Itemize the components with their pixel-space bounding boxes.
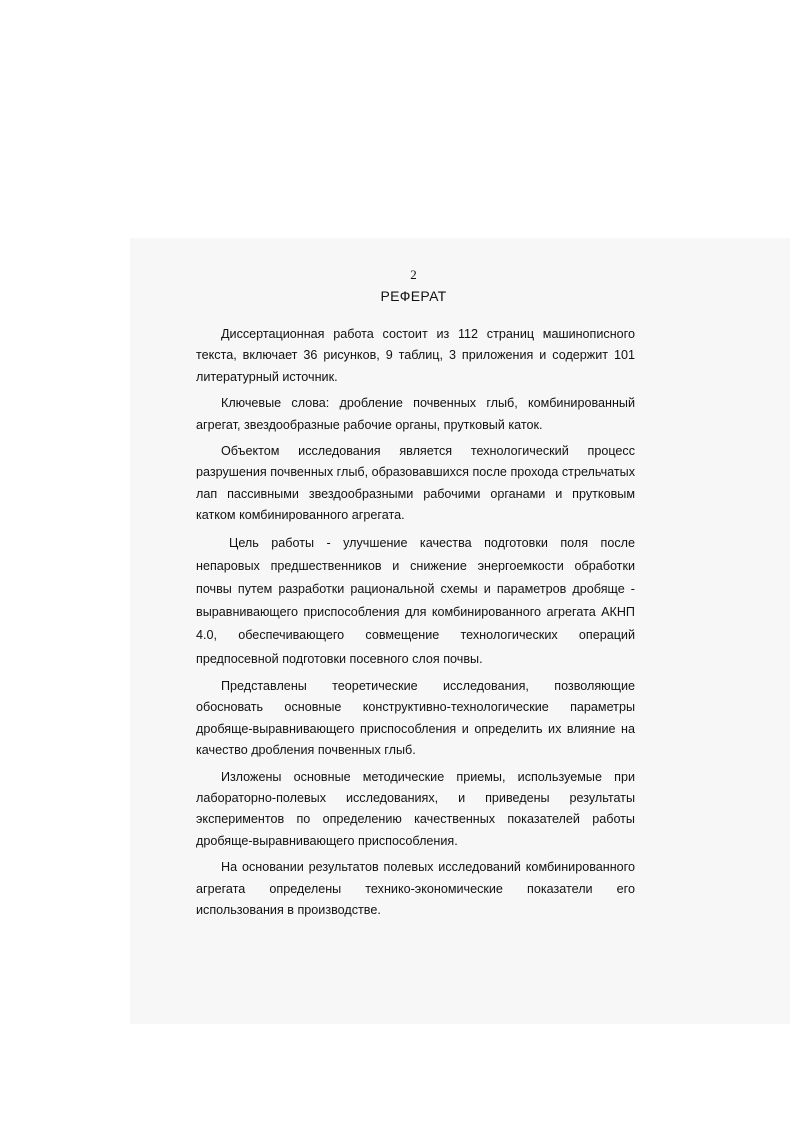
paragraph-research-object: Объектом исследования является технологический процесс разрушения почвенных глыб, образовавшихся после прохода стрельчатых лап пассивными звездообразными рабочими органами и прутковым катком комбинированного агрегата. bbox=[196, 444, 635, 523]
abstract-body bbox=[196, 324, 635, 926]
paragraph-theoretical-studies: Представлены теоретические исследования, позволяющие обосновать основные конструктивно-технологические параметры дробяще-выравнивающего приспособления и определить их влияние на качество дробления почвенных глыб. bbox=[196, 678, 635, 758]
paragraph-research-goal: Цель работы - улучшение качества подготовки поля после непаровых предшественников и снижение энергоемкости обработки почвы путем разработки рациональной схемы и параметров дробяще - выравнивающего приспособления для комбинированного агрегата АКНП 4.0, обеспечивающего совмещение технологических операций предпосевной подготовки посевного слоя почвы. bbox=[196, 535, 635, 666]
paragraph-thesis-volume: Диссертационная работа состоит из 112 страниц машинописного текста, включает 36 рисунков, 9 таблиц, 3 приложения и содержит 101 литературный источник. bbox=[196, 327, 635, 384]
paragraph-methods: Изложены основные методические приемы, используемые при лабораторно-полевых исследованиях, и приведены результаты экспериментов по определению качественных показателей работы дробяще-выравнивающего приспособления. bbox=[196, 769, 635, 848]
paragraph-conclusion: На основании результатов полевых исследований комбинированного агрегата определены технико-экономические показатели его использования в производстве. bbox=[196, 860, 635, 917]
page-title: РЕФЕРАТ bbox=[380, 288, 447, 304]
paragraph-keywords: Ключевые слова: дробление почвенных глыб, комбинированный агрегат, звездообразные рабочие органы, прутковый каток. bbox=[196, 396, 635, 432]
page-number: 2 bbox=[410, 267, 417, 282]
